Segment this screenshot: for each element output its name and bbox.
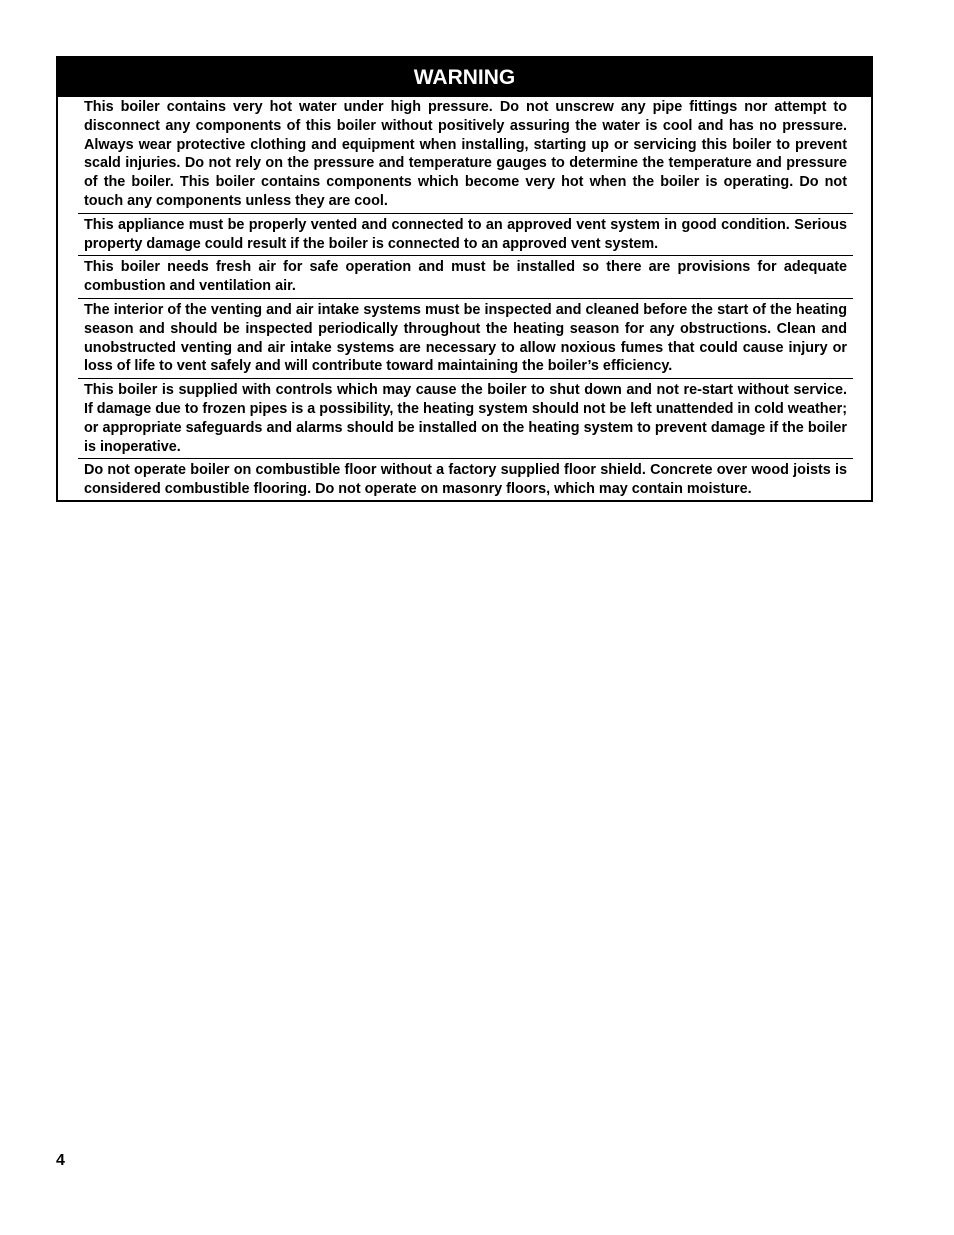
warning-item-inspection: The interior of the venting and air intake systems must be inspected and cleaned before the start of the heating season and should be inspected periodically throughout the heating season for any obstructions. Clean and unobstructed venting and air intake systems are necessary to allow noxious fumes that could cause injury or loss of life to vent safely and will contribute toward maintaining the boiler’s efficiency. (78, 299, 853, 379)
warning-item-controls: This boiler is supplied with controls which may cause the boiler to shut down and not re-start without service. If damage due to frozen pipes is a possibility, the heating system should not be left unattended in cold weather; or appropriate safeguards and alarms should be installed on the heating system to prevent damage if the boiler is inoperative. (78, 379, 853, 459)
warning-item-fresh-air: This boiler needs fresh air for safe operation and must be installed so there are provisions for adequate combustion and ventilation air. (78, 256, 853, 299)
warning-item-floor: Do not operate boiler on combustible floor without a factory supplied floor shield. Concrete over wood joists is considered combustible flooring. Do not operate on masonry floors, which may contain moisture. (84, 462, 847, 498)
warning-item-hot-water: This boiler contains very hot water under high pressure. Do not unscrew any pipe fittings nor attempt to disconnect any components of this boiler without positively assuring the water is cool and has no pressure. Always wear protective clothing and equipment when installing, starting up or servicing this boiler to prevent scald injuries. Do not rely on the pressure and temperature gauges to determine the temperature and pressure of the boiler. This boiler contains components which become very hot when the boiler is operating. Do not touch any components unless they are cool. (78, 97, 853, 214)
page-number: 4 (56, 1152, 65, 1169)
warning-title: WARNING (58, 56, 871, 97)
warning-box (56, 56, 873, 502)
warning-item-venting: This appliance must be properly vented and connected to an approved vent system in good condition. Serious property damage could result if the boiler is connected to an approved vent system. (78, 214, 853, 257)
warning-items (58, 97, 871, 500)
